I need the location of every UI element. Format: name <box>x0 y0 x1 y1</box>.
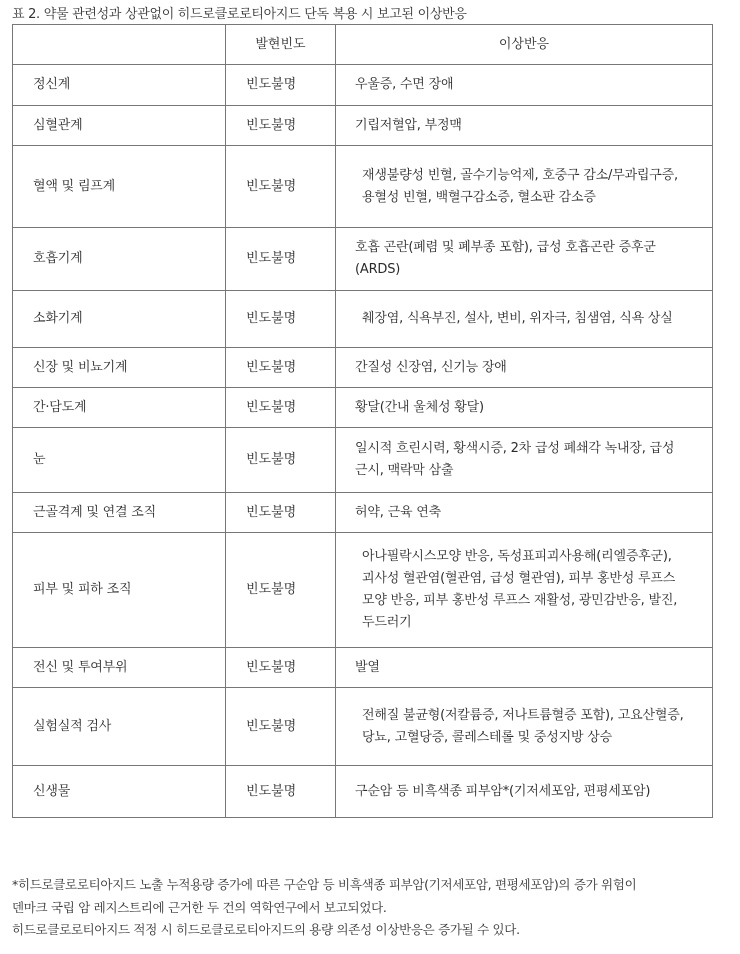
frequency-cell: 빈도불명 <box>226 493 336 533</box>
table-row <box>13 493 713 533</box>
body-system-label: 심혈관계 <box>33 117 83 133</box>
body-system-cell <box>13 648 226 688</box>
table-row <box>13 348 713 388</box>
reaction-line: 당뇨, 고혈당증, 콜레스테롤 및 중성지방 상승 <box>362 729 612 745</box>
frequency-cell: 빈도불명 <box>226 146 336 228</box>
reaction-line: 두드러기 <box>362 615 412 630</box>
reaction-line: 구순암 등 비흑색종 피부암*(기저세포암, 편평세포암) <box>355 783 651 799</box>
header-system <box>13 25 226 65</box>
frequency-cell: 빈도불명 <box>226 388 336 428</box>
reactions-cell <box>336 106 713 146</box>
body-system-cell <box>13 688 226 766</box>
body-system-label: 근골격계 및 연결 조직 <box>33 504 157 520</box>
body-system-label: 피부 및 피하 조직 <box>33 582 132 597</box>
reactions-cell <box>336 65 713 106</box>
frequency-cell: 빈도불명 <box>226 533 336 648</box>
table-row <box>13 146 713 228</box>
table-row <box>13 106 713 146</box>
body-system-cell <box>13 766 226 818</box>
body-system-label: 전신 및 투여부위 <box>33 659 128 675</box>
frequency-cell: 빈도불명 <box>226 106 336 146</box>
body-system-label: 신생물 <box>33 783 71 799</box>
body-system-label: 눈 <box>33 452 46 467</box>
reaction-line: 괴사성 혈관염(혈관염, 급성 혈관염), 피부 홍반성 루프스 <box>362 571 676 586</box>
body-system-label: 정신계 <box>33 77 71 92</box>
reactions-cell <box>336 291 713 348</box>
table-row <box>13 533 713 648</box>
reactions-cell <box>336 493 713 533</box>
body-system-label: 혈액 및 림프계 <box>33 178 116 194</box>
reactions-cell <box>336 688 713 766</box>
reaction-line: 호흡 곤란(폐렴 및 폐부종 포함), 급성 호흡곤란 증후군 <box>355 240 656 255</box>
body-system-cell <box>13 428 226 493</box>
reaction-line: 발열 <box>355 659 380 675</box>
body-system-cell <box>13 65 226 106</box>
reaction-line: 용혈성 빈혈, 백혈구감소증, 혈소판 감소증 <box>362 189 596 205</box>
frequency-cell: 빈도불명 <box>226 348 336 388</box>
body-system-cell <box>13 146 226 228</box>
frequency-cell: 빈도불명 <box>226 766 336 818</box>
body-system-label: 신장 및 비뇨기계 <box>33 359 128 375</box>
reaction-line: 근시, 맥락막 삼출 <box>355 463 454 478</box>
reaction-line: 재생불량성 빈혈, 골수기능억제, 호중구 감소/무과립구증, <box>362 167 678 183</box>
footnote-3: 히드로클로로티아지드 적정 시 히드로클로로티아지드의 용량 의존성 이상반응은 증가될 수 있다. <box>12 922 520 937</box>
body-system-cell <box>13 106 226 146</box>
body-system-cell <box>13 348 226 388</box>
table-row <box>13 388 713 428</box>
footnotes <box>12 874 732 942</box>
table-row <box>13 65 713 106</box>
body-system-cell <box>13 388 226 428</box>
table-caption: 표 2. 약물 관련성과 상관없이 히드로클로로티아지드 단독 복용 시 보고된 이상반응 <box>12 7 467 22</box>
reaction-line: 우울증, 수면 장애 <box>355 77 454 92</box>
reaction-line: 전해질 불균형(저칼륨증, 저나트륨혈증 포함), 고요산혈증, <box>362 707 684 723</box>
table-row <box>13 648 713 688</box>
reactions-cell <box>336 428 713 493</box>
frequency-cell: 빈도불명 <box>226 648 336 688</box>
reaction-line: 황달(간내 울체성 황달) <box>355 399 484 415</box>
body-system-cell <box>13 228 226 291</box>
reaction-line: 간질성 신장염, 신기능 장애 <box>355 359 507 375</box>
header-reactions: 이상반응 <box>336 25 713 65</box>
table-header-row <box>13 25 713 65</box>
reactions-cell <box>336 228 713 291</box>
body-system-cell <box>13 493 226 533</box>
footnote-2: 덴마크 국립 암 레지스트리에 근거한 두 건의 역학연구에서 보고되었다. <box>12 899 387 915</box>
table-row <box>13 291 713 348</box>
header-frequency: 발현빈도 <box>226 25 336 65</box>
frequency-cell: 빈도불명 <box>226 65 336 106</box>
reactions-cell <box>336 533 713 648</box>
body-system-label: 소화기계 <box>33 311 83 326</box>
reactions-cell <box>336 766 713 818</box>
body-system-label: 간·담도계 <box>33 399 87 415</box>
body-system-label: 호흡기계 <box>33 251 83 266</box>
reactions-cell <box>336 146 713 228</box>
footnote-1: *히드로클로로티아지드 노출 누적용량 증가에 따른 구순암 등 비흑색종 피부암(기저세포암, 편평세포암)의 증가 위험이 <box>12 877 637 892</box>
reaction-line: 모양 반응, 피부 홍반성 루프스 재활성, 광민감반응, 발진, <box>362 593 678 608</box>
reaction-line: (ARDS) <box>355 262 401 277</box>
body-system-label: 실험실적 검사 <box>33 718 112 734</box>
adverse-reactions-table <box>12 24 713 818</box>
reactions-cell <box>336 348 713 388</box>
frequency-cell: 빈도불명 <box>226 688 336 766</box>
reaction-line: 췌장염, 식욕부진, 설사, 변비, 위자극, 침샘염, 식욕 상실 <box>362 311 673 326</box>
frequency-cell: 빈도불명 <box>226 291 336 348</box>
frequency-cell: 빈도불명 <box>226 228 336 291</box>
reaction-line: 아나필락시스모양 반응, 독성표피괴사용해(리엘증후군), <box>362 549 672 564</box>
table-row <box>13 688 713 766</box>
table-row <box>13 428 713 493</box>
body-system-cell <box>13 533 226 648</box>
body-system-cell <box>13 291 226 348</box>
reactions-cell <box>336 388 713 428</box>
reaction-line: 일시적 흐린시력, 황색시증, 2차 급성 폐쇄각 녹내장, 급성 <box>355 441 675 456</box>
reaction-line: 허약, 근육 연축 <box>355 504 441 520</box>
reaction-line: 기립저혈압, 부정맥 <box>355 117 462 133</box>
reactions-cell <box>336 648 713 688</box>
table-row <box>13 766 713 818</box>
table-row <box>13 228 713 291</box>
frequency-cell: 빈도불명 <box>226 428 336 493</box>
